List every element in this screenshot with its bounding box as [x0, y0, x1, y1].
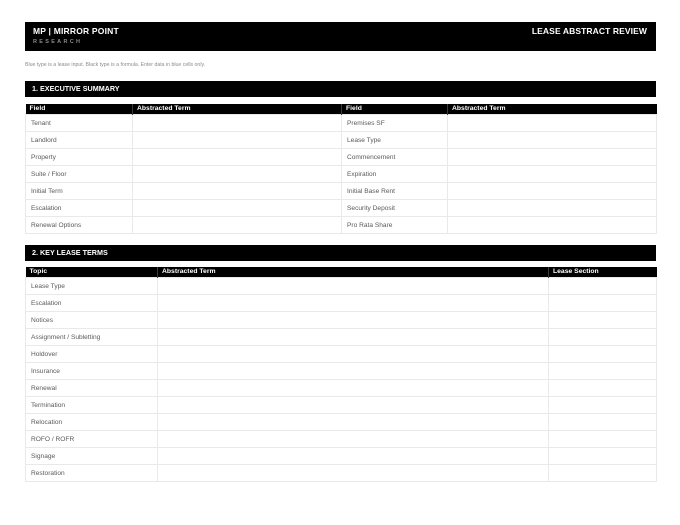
- field-label: Expiration: [342, 166, 448, 183]
- field-label: Landlord: [26, 132, 133, 149]
- topic-label: Escalation: [26, 295, 158, 312]
- topic-label: Termination: [26, 397, 158, 414]
- lease-section-input[interactable]: [549, 397, 657, 414]
- column-header: Abstracted Term: [133, 104, 342, 115]
- topic-label: Lease Type: [26, 278, 158, 295]
- topic-label: Renewal: [26, 380, 158, 397]
- table-row: [26, 183, 657, 200]
- column-header: Field: [342, 104, 448, 115]
- section-header-executive-summary: [25, 81, 656, 97]
- abstracted-term-input[interactable]: [133, 166, 342, 183]
- column-header: Lease Section: [549, 267, 657, 278]
- column-header: Topic: [26, 267, 158, 278]
- key-lease-terms-table: [25, 267, 657, 482]
- table-row: [26, 149, 657, 166]
- abstracted-term-input[interactable]: [133, 183, 342, 200]
- topic-label: ROFO / ROFR: [26, 431, 158, 448]
- abstracted-term-input[interactable]: [158, 448, 549, 465]
- abstracted-term-input[interactable]: [133, 217, 342, 234]
- abstracted-term-input[interactable]: [448, 183, 657, 200]
- lease-section-input[interactable]: [549, 431, 657, 448]
- field-label: Commencement: [342, 149, 448, 166]
- table-row: [26, 312, 657, 329]
- abstracted-term-input[interactable]: [133, 115, 342, 132]
- lease-section-input[interactable]: [549, 380, 657, 397]
- table-row: [26, 329, 657, 346]
- abstracted-term-input[interactable]: [448, 217, 657, 234]
- abstracted-term-input[interactable]: [448, 149, 657, 166]
- abstracted-term-input[interactable]: [158, 431, 549, 448]
- input-legend-note: Blue type is a lease input. Black type is a formula. Enter data in blue cells only.: [25, 62, 206, 68]
- brand-subtitle: RESEARCH: [33, 39, 83, 45]
- field-label: Premises SF: [342, 115, 448, 132]
- table-row: [26, 200, 657, 217]
- abstracted-term-input[interactable]: [448, 115, 657, 132]
- table-row: [26, 278, 657, 295]
- table-row: [26, 346, 657, 363]
- executive-summary-table: [25, 104, 657, 234]
- table-row: [26, 431, 657, 448]
- field-label: Tenant: [26, 115, 133, 132]
- section-title: 1. EXECUTIVE SUMMARY: [32, 84, 120, 93]
- topic-label: Relocation: [26, 414, 158, 431]
- abstracted-term-input[interactable]: [158, 363, 549, 380]
- column-header: Field: [26, 104, 133, 115]
- table-row: [26, 217, 657, 234]
- section-title: 2. KEY LEASE TERMS: [32, 248, 108, 257]
- abstracted-term-input[interactable]: [158, 312, 549, 329]
- abstracted-term-input[interactable]: [158, 278, 549, 295]
- column-header: Abstracted Term: [448, 104, 657, 115]
- table-row: [26, 295, 657, 312]
- topic-label: Holdover: [26, 346, 158, 363]
- abstracted-term-input[interactable]: [448, 166, 657, 183]
- abstracted-term-input[interactable]: [158, 380, 549, 397]
- field-label: Renewal Options: [26, 217, 133, 234]
- abstracted-term-input[interactable]: [158, 465, 549, 482]
- topic-label: Restoration: [26, 465, 158, 482]
- brand-name: MP | MIRROR POINT: [33, 26, 119, 36]
- lease-section-input[interactable]: [549, 363, 657, 380]
- table-header-row: [26, 267, 657, 278]
- section-header-key-lease-terms: [25, 245, 656, 261]
- lease-section-input[interactable]: [549, 465, 657, 482]
- lease-section-input[interactable]: [549, 346, 657, 363]
- table-header-row: [26, 104, 657, 115]
- table-row: [26, 448, 657, 465]
- abstracted-term-input[interactable]: [158, 397, 549, 414]
- abstracted-term-input[interactable]: [133, 149, 342, 166]
- table-row: [26, 363, 657, 380]
- topic-label: Assignment / Subletting: [26, 329, 158, 346]
- topic-label: Signage: [26, 448, 158, 465]
- column-header: Abstracted Term: [158, 267, 549, 278]
- report-header: [25, 22, 656, 51]
- lease-section-input[interactable]: [549, 329, 657, 346]
- abstracted-term-input[interactable]: [158, 414, 549, 431]
- abstracted-term-input[interactable]: [448, 132, 657, 149]
- report-title: LEASE ABSTRACT REVIEW: [531, 26, 647, 36]
- lease-section-input[interactable]: [549, 278, 657, 295]
- table-row: [26, 397, 657, 414]
- field-label: Lease Type: [342, 132, 448, 149]
- lease-section-input[interactable]: [549, 414, 657, 431]
- field-label: Escalation: [26, 200, 133, 217]
- field-label: Pro Rata Share: [342, 217, 448, 234]
- field-label: Initial Term: [26, 183, 133, 200]
- abstracted-term-input[interactable]: [158, 295, 549, 312]
- table-row: [26, 115, 657, 132]
- table-row: [26, 414, 657, 431]
- field-label: Security Deposit: [342, 200, 448, 217]
- abstracted-term-input[interactable]: [133, 200, 342, 217]
- table-row: [26, 380, 657, 397]
- field-label: Initial Base Rent: [342, 183, 448, 200]
- abstracted-term-input[interactable]: [448, 200, 657, 217]
- abstracted-term-input[interactable]: [133, 132, 342, 149]
- lease-section-input[interactable]: [549, 448, 657, 465]
- field-label: Suite / Floor: [26, 166, 133, 183]
- table-row: [26, 132, 657, 149]
- topic-label: Notices: [26, 312, 158, 329]
- abstracted-term-input[interactable]: [158, 329, 549, 346]
- topic-label: Insurance: [26, 363, 158, 380]
- table-row: [26, 465, 657, 482]
- table-row: [26, 166, 657, 183]
- lease-section-input[interactable]: [549, 295, 657, 312]
- field-label: Property: [26, 149, 133, 166]
- abstracted-term-input[interactable]: [158, 346, 549, 363]
- lease-section-input[interactable]: [549, 312, 657, 329]
